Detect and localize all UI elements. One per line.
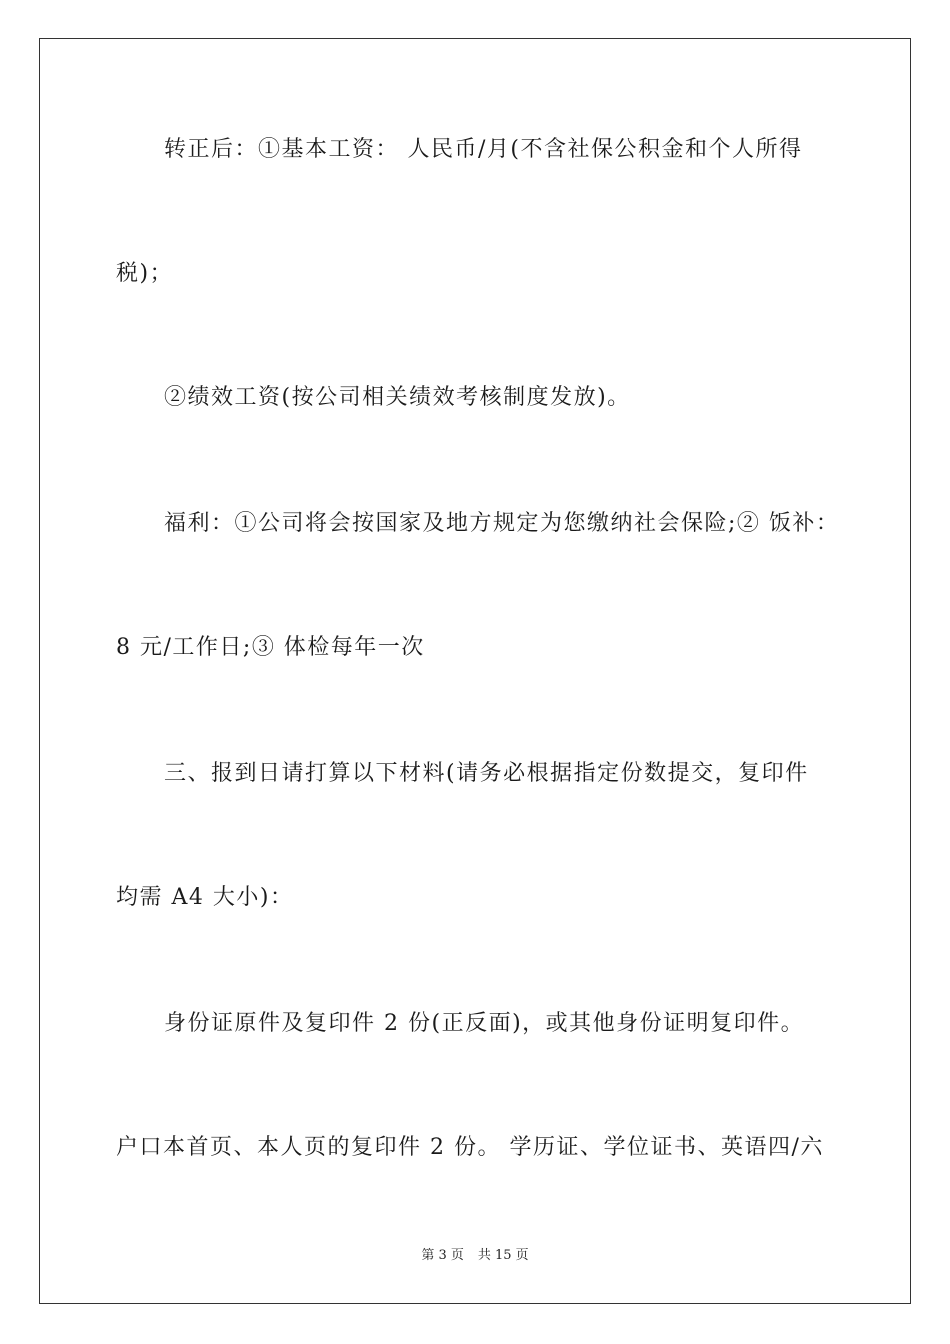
paragraph-section-three: 三、报到日请打算以下材料(请务必根据指定份数提交，复印件 xyxy=(164,761,809,786)
paragraph-benefits: 福利：①公司将会按国家及地方规定为您缴纳社会保险;② 饭补： xyxy=(164,511,840,536)
paragraph-salary-after-probation: 转正后：①基本工资： 人民币/月(不含社保公积金和个人所得 xyxy=(164,137,803,162)
page-number: 第 3 页 xyxy=(421,1248,464,1263)
page-border xyxy=(39,38,911,1304)
page-total: 共 15 页 xyxy=(477,1248,529,1263)
paragraph-household-register: 户口本首页、本人页的复印件 2 份。 学历证、学位证书、英语四/六 xyxy=(116,1135,824,1160)
paragraph-section-three-continuation: 均需 A4 大小)： xyxy=(116,885,294,910)
paragraph-tax-continuation: 税)； xyxy=(116,261,174,286)
page-footer xyxy=(0,1247,950,1265)
paragraph-benefits-continuation: 8 元/工作日;③ 体检每年一次 xyxy=(116,635,425,660)
paragraph-id-card: 身份证原件及复印件 2 份(正反面)，或其他身份证明复印件。 xyxy=(164,1011,805,1036)
paragraph-performance-salary: ②绩效工资(按公司相关绩效考核制度发放)。 xyxy=(164,385,631,410)
